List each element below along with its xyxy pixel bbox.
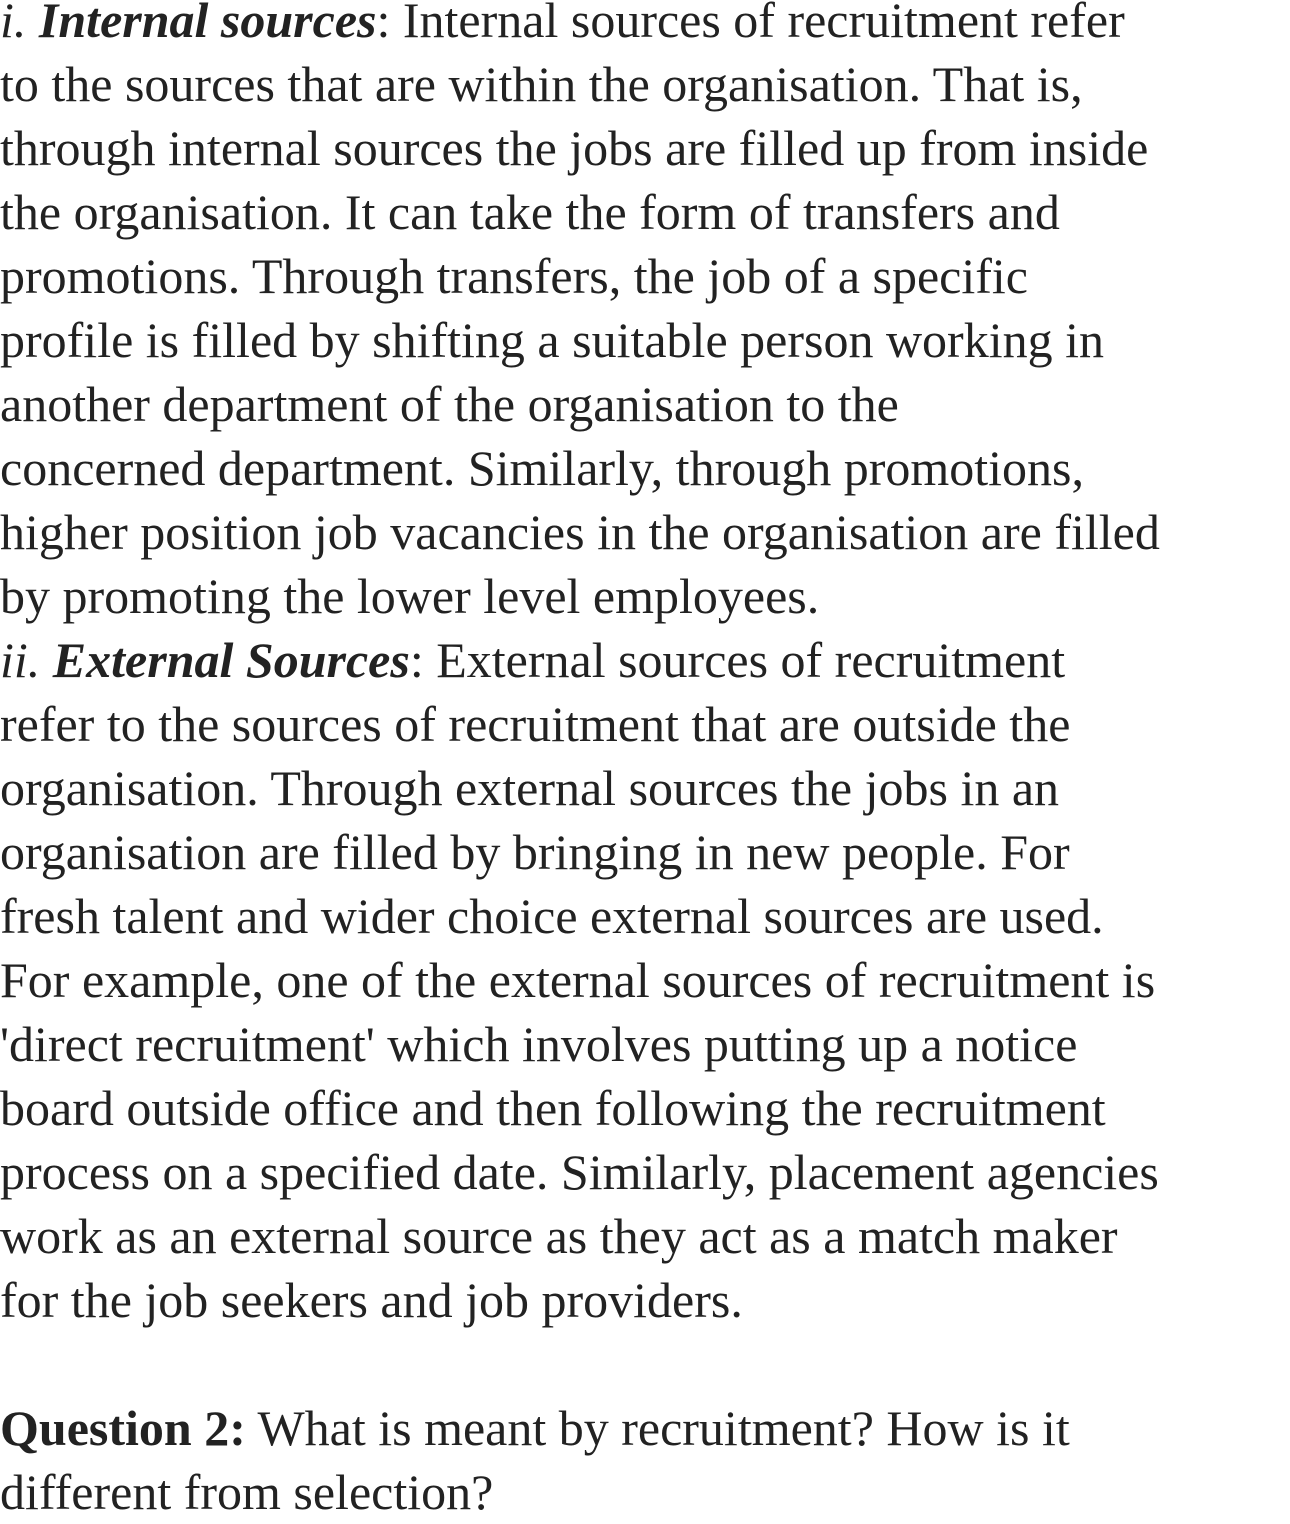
paragraph-text: Internal sources of recruitment refer: [390, 0, 1125, 48]
paragraph-line: through internal sources the jobs are filled up from inside: [0, 120, 1149, 176]
internal-sources-term: Internal sources: [38, 0, 377, 48]
paragraph-line: by promoting the lower level employees.: [0, 568, 820, 624]
internal-sources-paragraph: [0, 0, 1290, 628]
paragraph-line: another department of the organisation to the: [0, 376, 899, 432]
paragraph-line: organisation. Through external sources the jobs in an: [0, 760, 1060, 816]
term-colon: :: [409, 632, 424, 688]
paragraph-line: organisation are filled by bringing in new people. For: [0, 824, 1070, 880]
external-sources-term: External Sources: [52, 632, 410, 688]
paragraph-line: 'direct recruitment' which involves putting up a notice: [0, 1016, 1078, 1072]
paragraph-line: [0, 0, 1290, 52]
paragraph-line: [0, 628, 1290, 692]
paragraph-line: refer to the sources of recruitment that are outside the: [0, 696, 1071, 752]
paragraph-line: process on a specified date. Similarly, placement agencies: [0, 1144, 1159, 1200]
paragraph-line: For example, one of the external sources of recruitment is: [0, 952, 1156, 1008]
paragraph-line: fresh talent and wider choice external sources are used.: [0, 888, 1104, 944]
paragraph-line: promotions. Through transfers, the job of a specific: [0, 248, 1029, 304]
question-line: different from selection?: [0, 1464, 494, 1520]
item-numeral: ii.: [0, 632, 41, 688]
question-label: Question 2:: [0, 1400, 246, 1456]
paragraph-line: to the sources that are within the organisation. That is,: [0, 56, 1083, 112]
question-block: [0, 1396, 1290, 1524]
question-line: [0, 1396, 1290, 1460]
external-sources-paragraph: [0, 628, 1290, 1332]
paragraph-line: the organisation. It can take the form of transfers and: [0, 184, 1060, 240]
item-numeral: i.: [0, 0, 27, 48]
paragraph-line: higher position job vacancies in the organisation are filled: [0, 504, 1160, 560]
paragraph-line: board outside office and then following the recruitment: [0, 1080, 1106, 1136]
paragraph-line: for the job seekers and job providers.: [0, 1272, 743, 1328]
paragraph-line: profile is filled by shifting a suitable person working in: [0, 312, 1104, 368]
term-colon: :: [376, 0, 391, 48]
paragraph-line: work as an external source as they act as a match maker: [0, 1208, 1118, 1264]
question-text: What is meant by recruitment? How is it: [245, 1400, 1070, 1456]
paragraph-line: concerned department. Similarly, through promotions,: [0, 440, 1085, 496]
paragraph-text: External sources of recruitment: [423, 632, 1066, 688]
blank-line: [0, 1332, 1290, 1396]
